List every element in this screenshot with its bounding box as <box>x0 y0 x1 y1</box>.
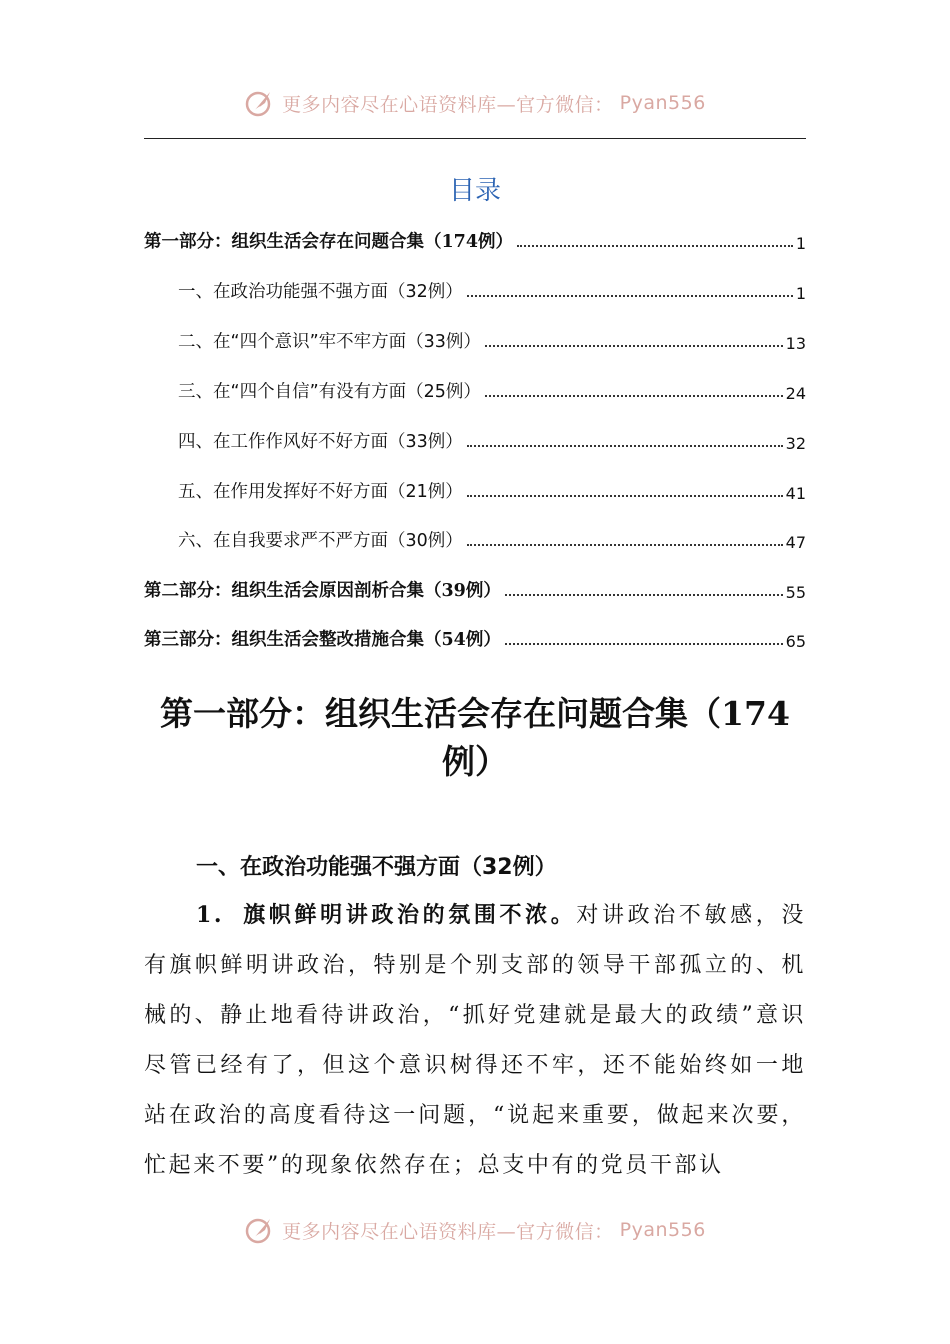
toc-entry-label: 第一部分：组织生活会存在问题合集（174例） <box>144 232 514 252</box>
watermark-text: 更多内容尽在心语资料库—官方微信： <box>282 93 614 116</box>
toc-entry-label: 四、在工作作风好不好方面（33例） <box>178 432 463 452</box>
watermark-wechat-id: Pyan556 <box>619 1219 706 1241</box>
toc-entry-label: 一、在政治功能强不强方面（32例） <box>178 282 463 302</box>
toc-entry[interactable] <box>178 373 806 403</box>
toc-entry-label: 第三部分：组织生活会整改措施合集（54例） <box>144 630 501 650</box>
toc-entry-page: 55 <box>785 583 806 602</box>
watermark-footer <box>0 1210 950 1250</box>
toc-entry-page: 1 <box>795 234 806 253</box>
toc-entry[interactable] <box>144 621 806 651</box>
toc-entry-page: 24 <box>785 384 806 403</box>
item-number: 1. <box>196 902 225 928</box>
toc-entry-label: 二、在“四个意识”牢不牢方面（33例） <box>178 332 481 352</box>
item-lead: 旗帜鲜明讲政治的氛围不浓。 <box>242 902 577 928</box>
toc-title: 目录 <box>448 176 501 206</box>
toc-entry-label: 第二部分：组织生活会原因剖析合集（39例） <box>144 581 501 601</box>
toc-leader-dots <box>467 495 783 497</box>
toc-entry[interactable] <box>144 572 806 602</box>
quill-logo-icon <box>244 1214 276 1246</box>
toc-entry[interactable] <box>178 273 806 303</box>
toc-leader-dots <box>467 295 793 297</box>
toc-entry[interactable] <box>144 223 806 253</box>
toc-entry-page: 13 <box>785 334 806 353</box>
item-text: 对讲政治不敏感，没有旗帜鲜明讲政治，特别是个别支部的领导干部孤立的、机械的、静止地看待讲政治，“抓好党建就是最大的政绩”意识尽管已经有了，但这个意识树得还不牢，还不能始终如一地站在政治的高度看待这一问题，“说起来重要，做起来次要，忙起来不要”的现象依然存在；总支中有的党员干部认 <box>144 903 806 1178</box>
toc-entry[interactable] <box>178 323 806 353</box>
toc-entry-label: 五、在作用发挥好不好方面（21例） <box>178 482 463 502</box>
body-paragraph <box>144 890 806 1191</box>
toc-entry-page: 32 <box>785 434 806 453</box>
quill-logo-icon <box>244 87 276 119</box>
toc-entry[interactable] <box>178 423 806 453</box>
toc-entry-page: 41 <box>785 484 806 503</box>
toc-entry[interactable] <box>178 473 806 503</box>
toc-leader-dots <box>505 643 783 645</box>
watermark-wechat-id: Pyan556 <box>619 92 706 114</box>
toc-leader-dots <box>485 345 783 347</box>
toc-entry-label: 六、在自我要求严不严方面（30例） <box>178 531 463 551</box>
toc-leader-dots <box>467 544 783 546</box>
section-heading: 一、在政治功能强不强方面（32例） <box>196 855 557 880</box>
toc-leader-dots <box>485 395 783 397</box>
toc-entry-label: 三、在“四个自信”有没有方面（25例） <box>178 382 481 402</box>
watermark-header <box>0 83 950 123</box>
toc-leader-dots <box>467 445 783 447</box>
part-heading: 第一部分：组织生活会存在问题合集（174例） <box>160 694 790 781</box>
toc-entry-page: 1 <box>795 284 806 303</box>
header-rule <box>144 138 806 139</box>
toc-entry[interactable] <box>178 522 806 552</box>
toc-entry-page: 65 <box>785 632 806 651</box>
watermark-text: 更多内容尽在心语资料库—官方微信： <box>282 1220 614 1243</box>
toc-entry-page: 47 <box>785 533 806 552</box>
toc-leader-dots <box>505 594 783 596</box>
toc-leader-dots <box>517 245 793 247</box>
